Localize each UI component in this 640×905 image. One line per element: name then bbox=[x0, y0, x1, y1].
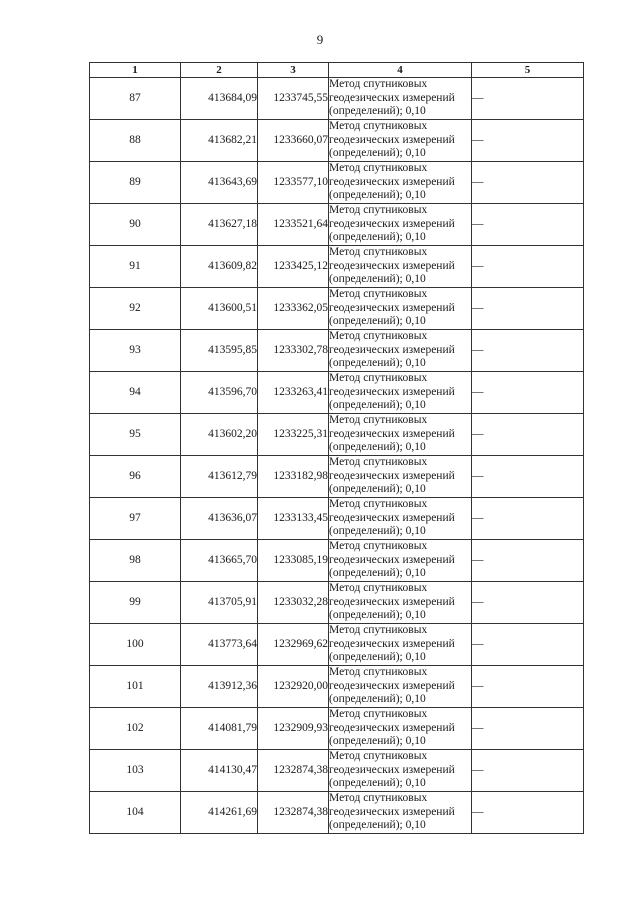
method-line: Метод спутниковых bbox=[329, 372, 428, 385]
x-coordinate-cell: 414261,69 bbox=[181, 792, 258, 834]
y-coordinate-cell: 1232920,00 bbox=[258, 666, 329, 708]
note-cell bbox=[472, 540, 584, 582]
note-cell bbox=[472, 708, 584, 750]
x-coordinate-cell: 413684,09 bbox=[181, 78, 258, 120]
method-line: геодезических измерений bbox=[329, 637, 455, 650]
y-coordinate-cell: 1233263,41 bbox=[258, 372, 329, 414]
method-line: геодезических измерений bbox=[329, 679, 455, 692]
table-row bbox=[90, 330, 584, 372]
method-line: геодезических измерений bbox=[329, 469, 455, 482]
note-dash: — bbox=[472, 469, 484, 482]
page-number: 9 bbox=[316, 32, 324, 47]
table-row bbox=[90, 666, 584, 708]
method-cell bbox=[329, 708, 472, 750]
x-coordinate-cell: 413595,85 bbox=[181, 330, 258, 372]
note-cell bbox=[472, 162, 584, 204]
method-cell bbox=[329, 750, 472, 792]
method-line: (определений); 0,10 bbox=[329, 819, 426, 832]
point-number-cell: 92 bbox=[90, 288, 181, 330]
method-line: (определений); 0,10 bbox=[329, 441, 426, 454]
table-row bbox=[90, 204, 584, 246]
method-cell bbox=[329, 624, 472, 666]
point-number-cell: 99 bbox=[90, 582, 181, 624]
table-row bbox=[90, 792, 584, 834]
coordinates-table bbox=[89, 62, 584, 834]
point-number-cell: 101 bbox=[90, 666, 181, 708]
point-number-cell: 93 bbox=[90, 330, 181, 372]
header-col-4: 4 bbox=[329, 63, 472, 78]
note-dash: — bbox=[472, 133, 484, 146]
method-line: Метод спутниковых bbox=[329, 288, 428, 301]
note-cell bbox=[472, 624, 584, 666]
method-cell bbox=[329, 204, 472, 246]
note-cell bbox=[472, 288, 584, 330]
method-line: (определений); 0,10 bbox=[329, 231, 426, 244]
method-line: геодезических измерений bbox=[329, 301, 455, 314]
method-line: геодезических измерений bbox=[329, 511, 455, 524]
point-number-cell: 100 bbox=[90, 624, 181, 666]
method-line: (определений); 0,10 bbox=[329, 693, 426, 706]
y-coordinate-cell: 1233133,45 bbox=[258, 498, 329, 540]
table-row bbox=[90, 582, 584, 624]
table-row bbox=[90, 750, 584, 792]
point-number-cell: 94 bbox=[90, 372, 181, 414]
method-line: геодезических измерений bbox=[329, 175, 455, 188]
note-dash: — bbox=[472, 637, 484, 650]
method-line: (определений); 0,10 bbox=[329, 357, 426, 370]
note-dash: — bbox=[472, 259, 484, 272]
method-line: геодезических измерений bbox=[329, 721, 455, 734]
method-cell bbox=[329, 120, 472, 162]
x-coordinate-cell: 413636,07 bbox=[181, 498, 258, 540]
method-line: геодезических измерений bbox=[329, 595, 455, 608]
note-cell bbox=[472, 750, 584, 792]
method-line: геодезических измерений bbox=[329, 427, 455, 440]
point-number-cell: 89 bbox=[90, 162, 181, 204]
table-row bbox=[90, 708, 584, 750]
method-line: (определений); 0,10 bbox=[329, 609, 426, 622]
point-number-cell: 91 bbox=[90, 246, 181, 288]
note-cell bbox=[472, 666, 584, 708]
method-line: геодезических измерений bbox=[329, 343, 455, 356]
y-coordinate-cell: 1233425,12 bbox=[258, 246, 329, 288]
method-line: (определений); 0,10 bbox=[329, 147, 426, 160]
table-header-row bbox=[90, 63, 584, 78]
method-line: геодезических измерений bbox=[329, 217, 455, 230]
y-coordinate-cell: 1232874,38 bbox=[258, 792, 329, 834]
y-coordinate-cell: 1232874,38 bbox=[258, 750, 329, 792]
x-coordinate-cell: 413682,21 bbox=[181, 120, 258, 162]
y-coordinate-cell: 1233032,28 bbox=[258, 582, 329, 624]
note-dash: — bbox=[472, 427, 484, 440]
y-coordinate-cell: 1233182,98 bbox=[258, 456, 329, 498]
point-number-cell: 96 bbox=[90, 456, 181, 498]
note-cell bbox=[472, 414, 584, 456]
method-cell bbox=[329, 582, 472, 624]
point-number-cell: 97 bbox=[90, 498, 181, 540]
note-dash: — bbox=[472, 511, 484, 524]
x-coordinate-cell: 413773,64 bbox=[181, 624, 258, 666]
y-coordinate-cell: 1233362,05 bbox=[258, 288, 329, 330]
method-line: геодезических измерений bbox=[329, 259, 455, 272]
method-cell bbox=[329, 540, 472, 582]
note-dash: — bbox=[472, 679, 484, 692]
table-body bbox=[90, 78, 584, 834]
x-coordinate-cell: 413705,91 bbox=[181, 582, 258, 624]
method-line: Метод спутниковых bbox=[329, 414, 428, 427]
note-dash: — bbox=[472, 91, 484, 104]
note-dash: — bbox=[472, 343, 484, 356]
note-cell bbox=[472, 330, 584, 372]
table-row bbox=[90, 372, 584, 414]
method-line: (определений); 0,10 bbox=[329, 483, 426, 496]
y-coordinate-cell: 1233577,10 bbox=[258, 162, 329, 204]
y-coordinate-cell: 1232969,62 bbox=[258, 624, 329, 666]
method-line: Метод спутниковых bbox=[329, 540, 428, 553]
x-coordinate-cell: 413612,79 bbox=[181, 456, 258, 498]
method-line: Метод спутниковых bbox=[329, 498, 428, 511]
table-row bbox=[90, 120, 584, 162]
note-cell bbox=[472, 456, 584, 498]
method-cell bbox=[329, 162, 472, 204]
method-line: Метод спутниковых bbox=[329, 120, 428, 133]
note-dash: — bbox=[472, 805, 484, 818]
table-row bbox=[90, 288, 584, 330]
note-cell bbox=[472, 792, 584, 834]
table-row bbox=[90, 414, 584, 456]
method-cell bbox=[329, 792, 472, 834]
method-cell bbox=[329, 78, 472, 120]
note-cell bbox=[472, 78, 584, 120]
y-coordinate-cell: 1233085,19 bbox=[258, 540, 329, 582]
method-line: геодезических измерений bbox=[329, 805, 455, 818]
x-coordinate-cell: 414130,47 bbox=[181, 750, 258, 792]
method-cell bbox=[329, 330, 472, 372]
y-coordinate-cell: 1232909,93 bbox=[258, 708, 329, 750]
method-line: (определений); 0,10 bbox=[329, 651, 426, 664]
y-coordinate-cell: 1233302,78 bbox=[258, 330, 329, 372]
method-line: геодезических измерений bbox=[329, 553, 455, 566]
x-coordinate-cell: 413602,20 bbox=[181, 414, 258, 456]
method-cell bbox=[329, 666, 472, 708]
note-dash: — bbox=[472, 721, 484, 734]
method-line: Метод спутниковых bbox=[329, 246, 428, 259]
note-dash: — bbox=[472, 595, 484, 608]
method-line: Метод спутниковых bbox=[329, 666, 428, 679]
header-col-2: 2 bbox=[181, 63, 258, 78]
note-dash: — bbox=[472, 301, 484, 314]
note-dash: — bbox=[472, 553, 484, 566]
method-line: геодезических измерений bbox=[329, 91, 455, 104]
note-cell bbox=[472, 372, 584, 414]
method-line: (определений); 0,10 bbox=[329, 777, 426, 790]
method-line: Метод спутниковых bbox=[329, 582, 428, 595]
x-coordinate-cell: 413627,18 bbox=[181, 204, 258, 246]
x-coordinate-cell: 413912,36 bbox=[181, 666, 258, 708]
method-line: (определений); 0,10 bbox=[329, 315, 426, 328]
note-dash: — bbox=[472, 175, 484, 188]
point-number-cell: 103 bbox=[90, 750, 181, 792]
table-row bbox=[90, 162, 584, 204]
table-row bbox=[90, 624, 584, 666]
note-dash: — bbox=[472, 763, 484, 776]
note-cell bbox=[472, 246, 584, 288]
x-coordinate-cell: 413596,70 bbox=[181, 372, 258, 414]
method-line: Метод спутниковых bbox=[329, 456, 428, 469]
point-number-cell: 87 bbox=[90, 78, 181, 120]
header-col-3: 3 bbox=[258, 63, 329, 78]
method-cell bbox=[329, 288, 472, 330]
method-line: Метод спутниковых bbox=[329, 708, 428, 721]
note-cell bbox=[472, 204, 584, 246]
point-number-cell: 102 bbox=[90, 708, 181, 750]
method-cell bbox=[329, 372, 472, 414]
method-line: (определений); 0,10 bbox=[329, 567, 426, 580]
note-cell bbox=[472, 120, 584, 162]
method-cell bbox=[329, 414, 472, 456]
method-line: Метод спутниковых bbox=[329, 162, 428, 175]
table-row bbox=[90, 540, 584, 582]
point-number-cell: 90 bbox=[90, 204, 181, 246]
method-line: геодезических измерений bbox=[329, 763, 455, 776]
method-line: Метод спутниковых bbox=[329, 204, 428, 217]
method-line: Метод спутниковых bbox=[329, 792, 428, 805]
point-number-cell: 98 bbox=[90, 540, 181, 582]
method-line: (определений); 0,10 bbox=[329, 525, 426, 538]
note-cell bbox=[472, 582, 584, 624]
method-line: Метод спутниковых bbox=[329, 330, 428, 343]
method-line: геодезических измерений bbox=[329, 385, 455, 398]
header-col-5: 5 bbox=[472, 63, 584, 78]
header-col-1: 1 bbox=[90, 63, 181, 78]
table-row bbox=[90, 456, 584, 498]
point-number-cell: 88 bbox=[90, 120, 181, 162]
note-cell bbox=[472, 498, 584, 540]
method-cell bbox=[329, 246, 472, 288]
x-coordinate-cell: 413600,51 bbox=[181, 288, 258, 330]
x-coordinate-cell: 413643,69 bbox=[181, 162, 258, 204]
x-coordinate-cell: 413609,82 bbox=[181, 246, 258, 288]
method-line: (определений); 0,10 bbox=[329, 189, 426, 202]
method-line: (определений); 0,10 bbox=[329, 399, 426, 412]
method-line: (определений); 0,10 bbox=[329, 735, 426, 748]
point-number-cell: 104 bbox=[90, 792, 181, 834]
method-cell bbox=[329, 498, 472, 540]
note-dash: — bbox=[472, 385, 484, 398]
method-line: Метод спутниковых bbox=[329, 750, 428, 763]
x-coordinate-cell: 413665,70 bbox=[181, 540, 258, 582]
point-number-cell: 95 bbox=[90, 414, 181, 456]
method-line: Метод спутниковых bbox=[329, 78, 428, 91]
y-coordinate-cell: 1233745,55 bbox=[258, 78, 329, 120]
method-cell bbox=[329, 456, 472, 498]
y-coordinate-cell: 1233521,64 bbox=[258, 204, 329, 246]
method-line: геодезических измерений bbox=[329, 133, 455, 146]
table-row bbox=[90, 498, 584, 540]
method-line: (определений); 0,10 bbox=[329, 273, 426, 286]
y-coordinate-cell: 1233660,07 bbox=[258, 120, 329, 162]
x-coordinate-cell: 414081,79 bbox=[181, 708, 258, 750]
y-coordinate-cell: 1233225,31 bbox=[258, 414, 329, 456]
note-dash: — bbox=[472, 217, 484, 230]
table-row bbox=[90, 246, 584, 288]
method-line: (определений); 0,10 bbox=[329, 105, 426, 118]
method-line: Метод спутниковых bbox=[329, 624, 428, 637]
table-row bbox=[90, 78, 584, 120]
